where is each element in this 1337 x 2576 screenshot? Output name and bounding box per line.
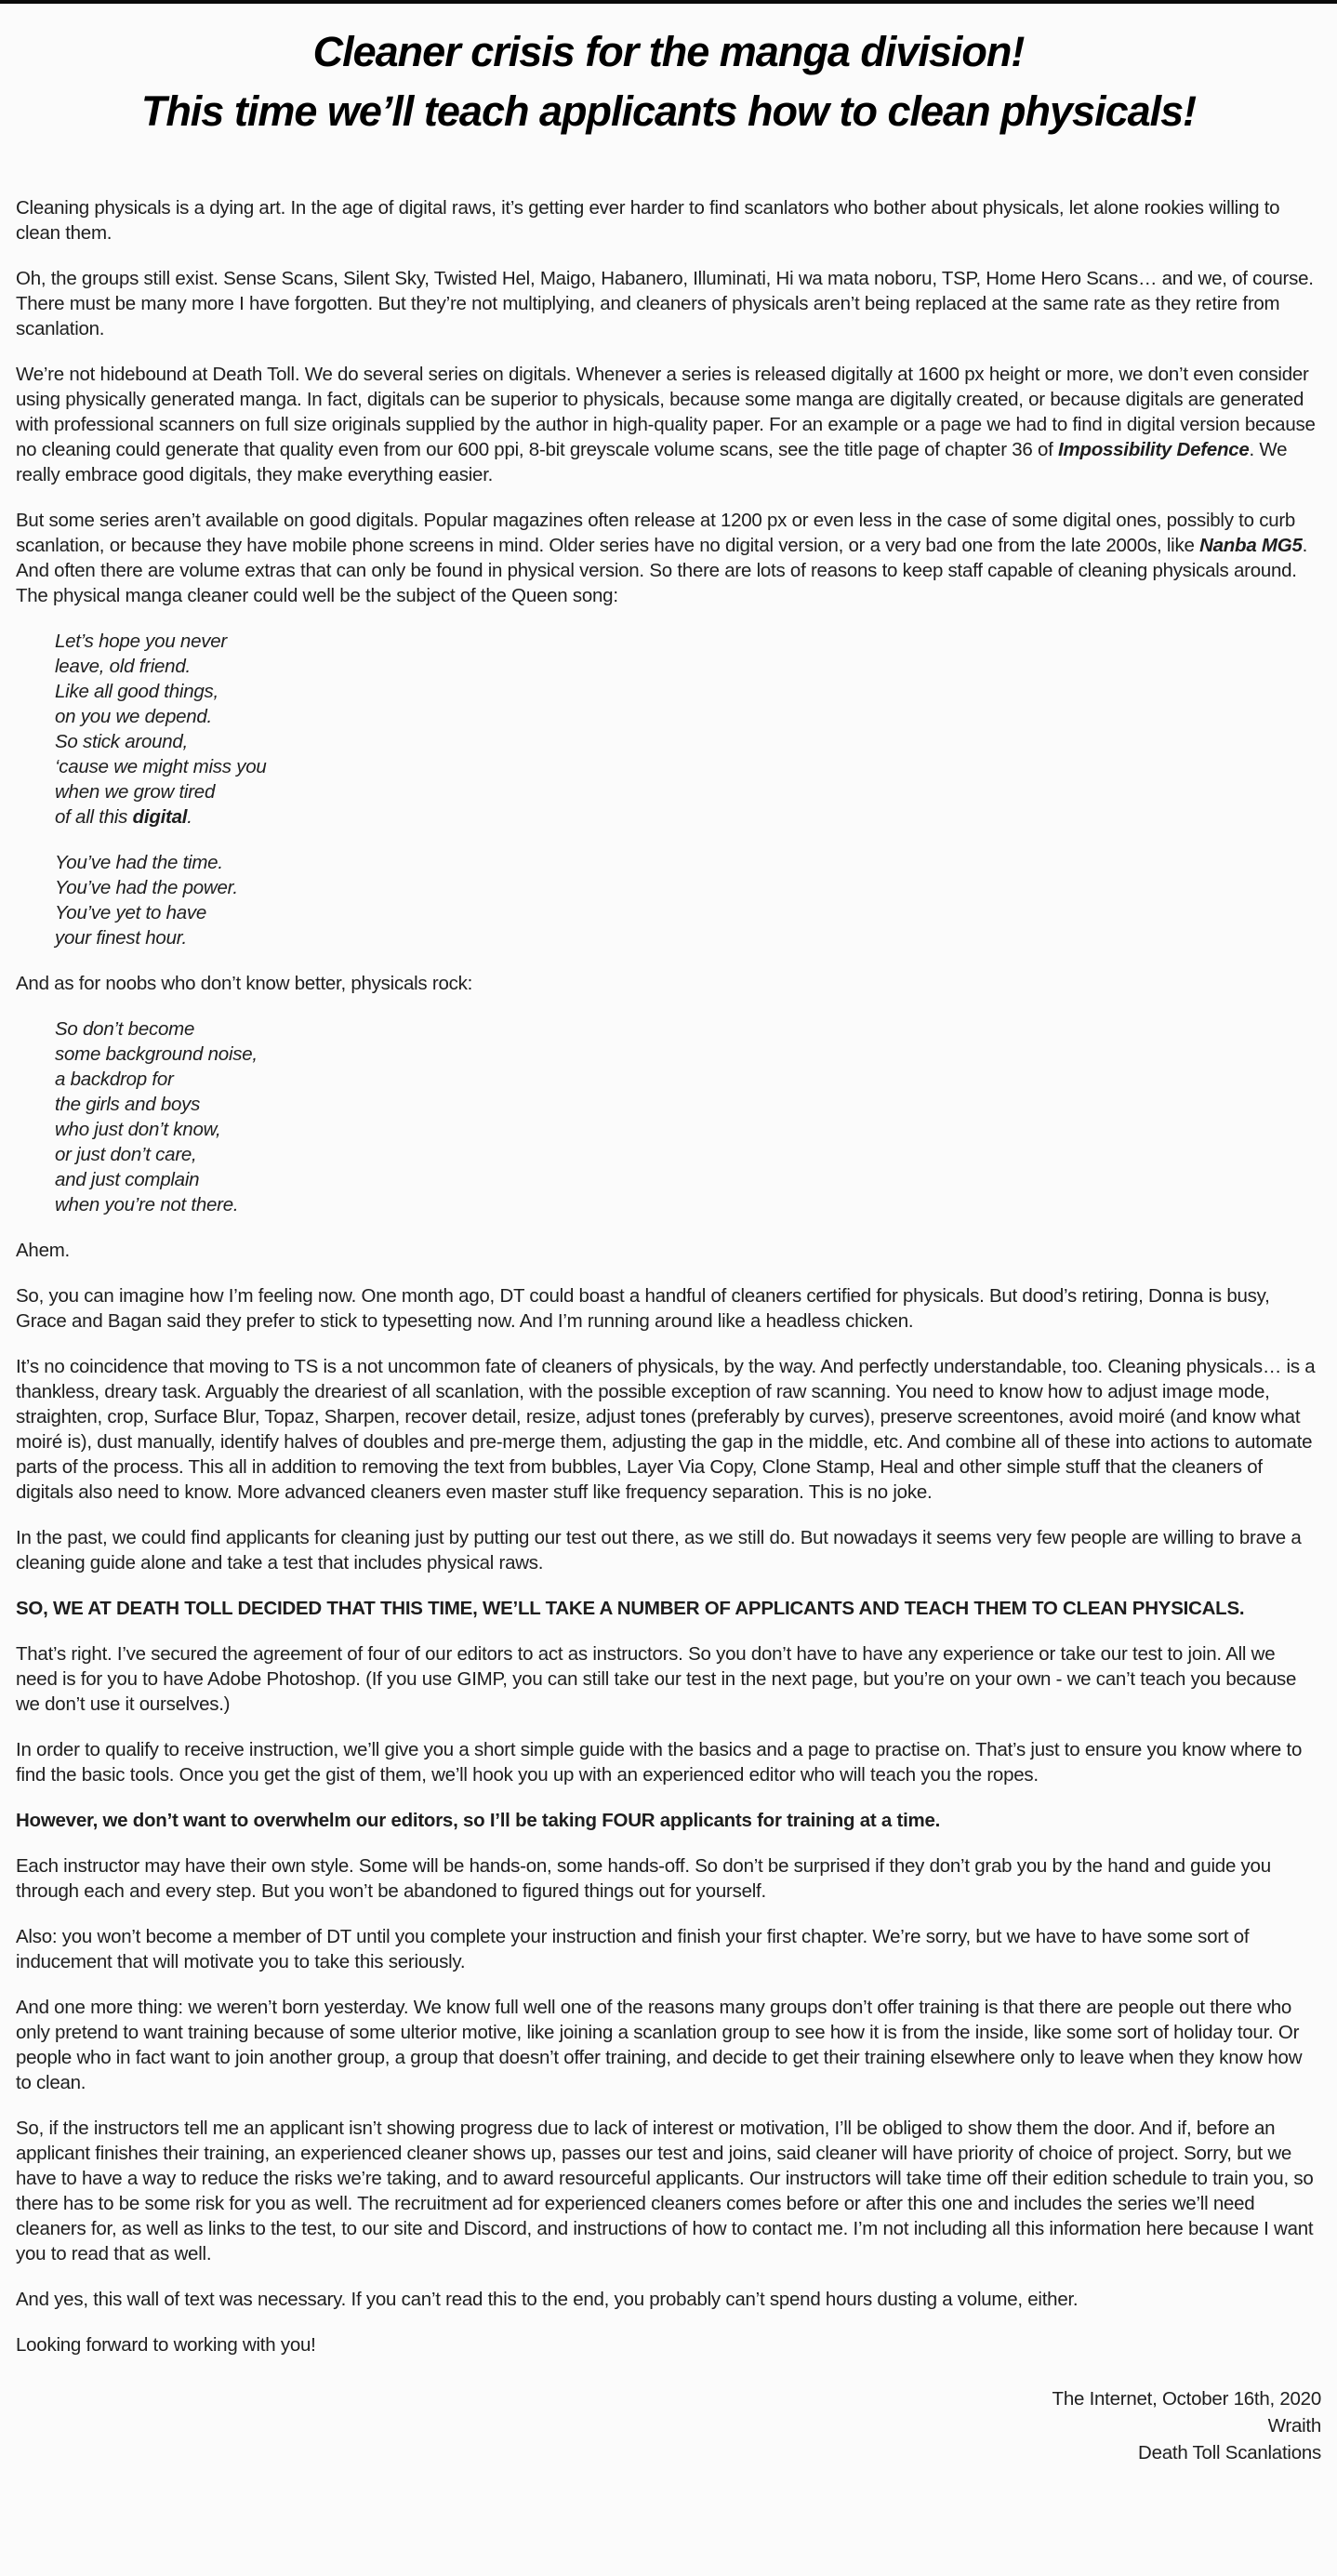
paragraph xyxy=(16,2116,1321,2266)
page-title xyxy=(16,22,1321,141)
text-segment: on you we depend. xyxy=(55,706,212,727)
text-segment: . We really embrace good digitals, they make everything easier. xyxy=(16,439,1288,485)
text-segment: Oh, the groups still exist. Sense Scans, Silent Sky, Twisted Hel, Maigo, Habanero, Illuminati, Hi wa mata noboru, TSP, Home Hero Scans… and we, of course. There must be many more I have forgotten. But they’re not multiplying, and cleaners of physicals aren’t being replaced at the same rate as they retire from scanlation. xyxy=(16,268,1314,339)
text-segment: However, we don’t want to overwhelm our editors, so I’ll be taking FOUR applicants for training at a time. xyxy=(16,1810,941,1831)
paragraph xyxy=(16,1853,1321,1904)
text-segment: Cleaning physicals is a dying art. In the age of digital raws, it’s getting ever harder to find scanlators who bother about physicals, let alone rookies willing to clean them. xyxy=(16,197,1280,244)
text-segment: And yes, this wall of text was necessary. If you can’t read this to the end, you probably can’t spend hours dusting a volume, either. xyxy=(16,2289,1079,2310)
text-segment: Looking forward to working with you! xyxy=(16,2334,316,2356)
text-segment: or just don’t care, xyxy=(55,1144,197,1165)
text-segment: We’re not hidebound at Death Toll. We do several series on digitals. Whenever a series is released digitally at 1600 px height or more, we don’t even consider using physically generated manga. In fact, digitals can be superior to physicals, because some manga are digitally created, or because digitals are generated with professional scanners on full size originals supplied by the author in high-quality paper. For an example or a page we had to find in digital version because no cleaning could generate that quality even from our 600 ppi, 8-bit greyscale volume scans, see the title page of chapter 36 of xyxy=(16,364,1316,460)
text-segment: who just don’t know, xyxy=(55,1119,221,1140)
text-segment: You’ve yet to have xyxy=(55,902,207,923)
title-line-1: Cleaner crisis for the manga division! xyxy=(312,28,1025,75)
paragraph xyxy=(16,1596,1321,1621)
text-segment: Each instructor may have their own style. Some will be hands-on, some hands-off. So don’t be surprised if they don’t grab you by the hand and guide you through each and every step. But you won’t be abandoned to figured things out for yourself. xyxy=(16,1855,1271,1902)
text-segment: of all this xyxy=(55,806,133,828)
paragraph xyxy=(16,1525,1321,1575)
text-segment: Nanba MG5 xyxy=(1199,535,1303,556)
text-segment: It’s no coincidence that moving to TS is a not uncommon fate of cleaners of physicals, by the way. And perfectly understandable, too. Cleaning physicals… is a thankless, dreary task. Arguably the dreariest of all scanlation, with the possible exception of raw scanning. You need to know how to adjust image mode, straighten, crop, Surface Blur, Topaz, Sharpen, recover detail, resize, adjust tones (preferably by curves), preserve screentones, avoid moiré (and know what moiré is), dust manually, identify halves of doubles and pre-merge them, adjusting the gap in the middle, etc. And combine all of these into actions to automate parts of the process. This all in addition to removing the text from bubbles, Layer Via Copy, Clone Stamp, Heal and other simple stuff that the cleaners of digitals also need to know. More advanced cleaners even master stuff like frequency separation. This is no joke. xyxy=(16,1356,1316,1503)
poem-stanza xyxy=(16,629,1321,830)
paragraph xyxy=(16,1737,1321,1787)
text-segment: a backdrop for xyxy=(55,1069,174,1090)
paragraph xyxy=(16,1238,1321,1263)
paragraph xyxy=(16,508,1321,608)
text-segment: And one more thing: we weren’t born yesterday. We know full well one of the reasons many groups don’t offer training is that there are people out there who only pretend to want training because of some ulterior motive, like joining a scanlation group to see how it is from the inside, like some sort of holiday tour. Or people who in fact want to join another group, a group that doesn’t offer training, and decide to get their training elsewhere only to leave when they know how to clean. xyxy=(16,1997,1303,2093)
document-header xyxy=(16,22,1321,141)
text-segment: some background noise, xyxy=(55,1043,258,1065)
text-segment: the girls and boys xyxy=(55,1094,201,1115)
text-segment: when we grow tired xyxy=(55,781,216,803)
poem-stanza xyxy=(16,850,1321,950)
text-segment: . And often there are volume extras that can only be found in physical version. So there are lots of reasons to keep staff capable of cleaning physicals around. The physical manga cleaner could well be the subject of the Queen song: xyxy=(16,535,1308,606)
paragraph xyxy=(16,1995,1321,2095)
paragraph xyxy=(16,1924,1321,1974)
text-segment: Let’s hope you never xyxy=(55,631,227,652)
paragraph xyxy=(16,2287,1321,2312)
text-segment: Also: you won’t become a member of DT until you complete your instruction and finish your first chapter. We’re sorry, but we have to have some sort of inducement that will motivate you to take this seriously. xyxy=(16,1926,1250,1972)
title-line-2: This time we’ll teach applicants how to clean physicals! xyxy=(140,87,1197,135)
signature-date: The Internet, October 16th, 2020 xyxy=(1052,2388,1321,2410)
text-segment: In order to qualify to receive instruction, we’ll give you a short simple guide with the basics and a page to practise on. That’s just to ensure you know where to find the basic tools. Once you get the gist of them, we’ll hook you up with an experienced editor who will teach you the ropes. xyxy=(16,1739,1303,1786)
text-segment: SO, WE AT DEATH TOLL DECIDED THAT THIS TIME, WE’LL TAKE A NUMBER OF APPLICANTS AND TEACH THEM TO CLEAN PHYSICALS. xyxy=(16,1598,1245,1619)
signature-author: Wraith xyxy=(1267,2415,1321,2437)
signature-group: Death Toll Scanlations xyxy=(1138,2442,1321,2463)
text-segment: when you’re not there. xyxy=(55,1194,239,1215)
text-segment: leave, old friend. xyxy=(55,656,191,677)
text-segment: Ahem. xyxy=(16,1240,70,1261)
paragraph xyxy=(16,1808,1321,1833)
paragraph xyxy=(16,971,1321,996)
text-segment: That’s right. I’ve secured the agreement of four of our editors to act as instructors. So you don’t have to have any experience or take our test to join. All we need is for you to have Adobe Photoshop. (If you use GIMP, you can still take our test in the next page, but you’re on your own - we can’t teach you because we don’t use it ourselves.) xyxy=(16,1643,1297,1715)
text-segment: So don’t become xyxy=(55,1018,195,1040)
text-segment: You’ve had the power. xyxy=(55,877,238,898)
paragraph xyxy=(16,195,1321,246)
text-segment: But some series aren’t available on good digitals. Popular magazines often release at 1200 px or even less in the case of some digital ones, possibly to curb scanlation, or because they have mobile phone screens in mind. Older series have no digital version, or a very bad one from the late 2000s, like xyxy=(16,510,1296,556)
text-segment: So, if the instructors tell me an applicant isn’t showing progress due to lack of interest or motivation, I’ll be obliged to show them the door. And if, before an applicant finishes their training, an experienced cleaner shows up, passes our test and joins, said cleaner will have priority of choice of project. Sorry, but we have to have a way to reduce the risks we’re taking, and to award resourceful applicants. Our instructors will take time off their edition schedule to train you, so there has to be some risk for you as well. The recruitment ad for experienced cleaners comes before or after this one and includes the series we’ll need cleaners for, as well as links to the test, to our site and Discord, and instructions of how to contact me. I’m not including all this information here because I want you to read that as well. xyxy=(16,2118,1314,2264)
text-segment: and just complain xyxy=(55,1169,200,1190)
paragraph xyxy=(16,1354,1321,1505)
paragraph xyxy=(16,266,1321,341)
document-body xyxy=(16,195,1321,2357)
paragraph xyxy=(16,2332,1321,2357)
text-segment: digital xyxy=(132,806,188,828)
document-page xyxy=(0,4,1337,2494)
paragraph xyxy=(16,1641,1321,1717)
text-segment: Impossibility Defence xyxy=(1058,439,1250,460)
text-segment: And as for noobs who don’t know better, physicals rock: xyxy=(16,973,473,994)
text-segment: So stick around, xyxy=(55,731,188,752)
signature-block xyxy=(16,2385,1321,2466)
text-segment: ‘cause we might miss you xyxy=(55,756,267,777)
paragraph xyxy=(16,1283,1321,1334)
text-segment: . xyxy=(187,806,192,828)
text-segment: Like all good things, xyxy=(55,681,218,702)
text-segment: You’ve had the time. xyxy=(55,852,223,873)
text-segment: your finest hour. xyxy=(55,927,187,949)
text-segment: In the past, we could find applicants for cleaning just by putting our test out there, as we still do. But nowadays it seems very few people are willing to brave a cleaning guide alone and take a test that includes physical raws. xyxy=(16,1527,1302,1573)
paragraph xyxy=(16,362,1321,487)
text-segment: So, you can imagine how I’m feeling now. One month ago, DT could boast a handful of cleaners certified for physicals. But dood’s retiring, Donna is busy, Grace and Bagan said they prefer to stick to typesetting now. And I’m running around like a headless chicken. xyxy=(16,1285,1270,1332)
poem-stanza xyxy=(16,1016,1321,1217)
